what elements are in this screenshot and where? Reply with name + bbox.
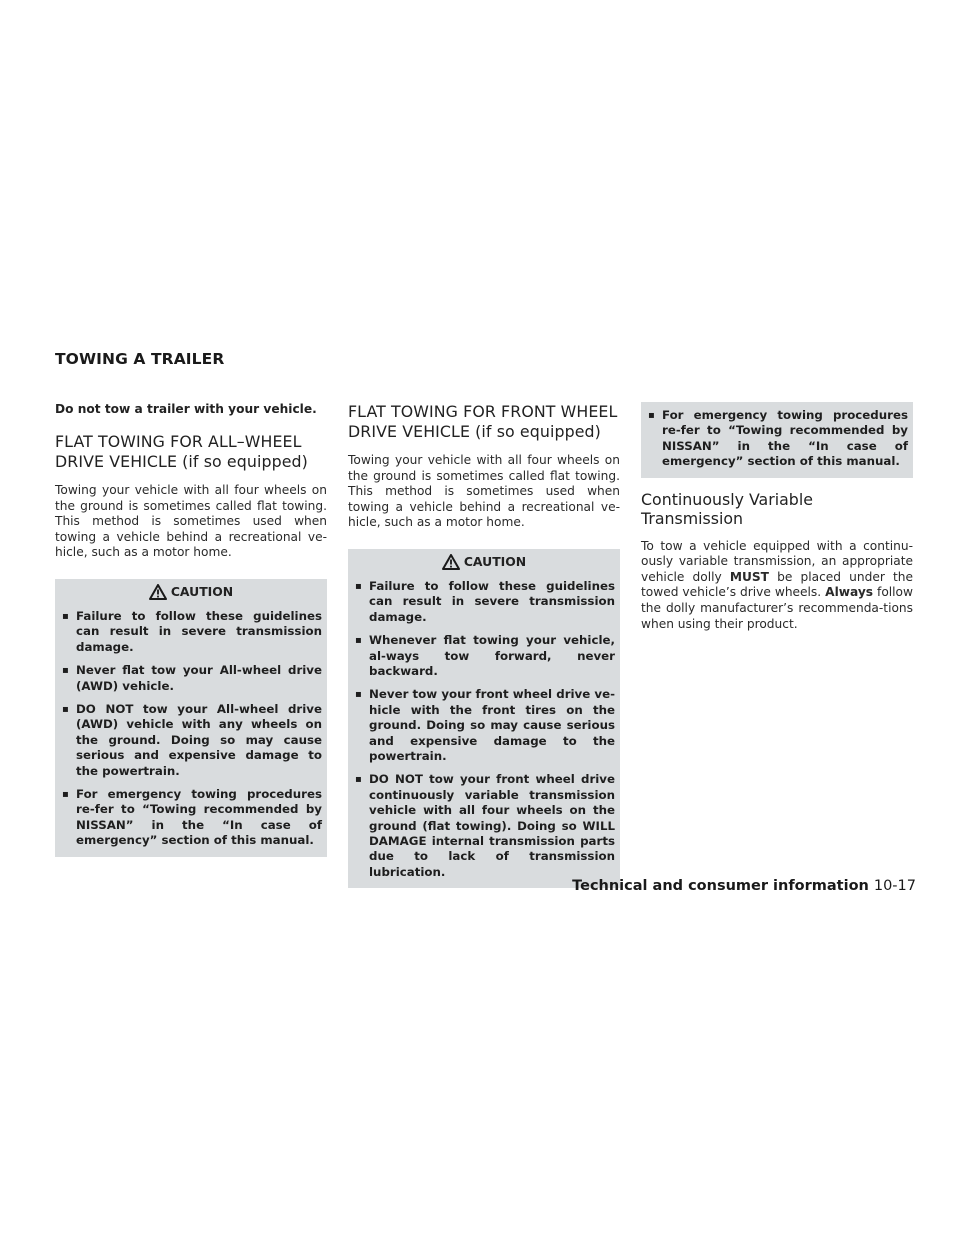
body-cvt — [641, 539, 913, 633]
body-cvt-must: MUST — [729, 569, 769, 584]
caution-item: ▪ Failure to follow these guidelines can result in severe transmission damage. — [60, 609, 322, 655]
caution-box-continued — [641, 402, 913, 478]
body-fwd-flat-towing: Towing your vehicle with all four wheels on the ground is sometimes called flat towing. This method is sometimes used when towing a vehicle behind a recreational ve-hicle, such as a motor home. — [348, 453, 620, 530]
column-2 — [348, 402, 620, 888]
caution-item: ▪ DO NOT tow your front wheel drive continuously variable transmission vehicle with all four wheels on the ground (flat towing). Doing so WILL DAMAGE internal transmission parts due to lack of transmission lubrication. — [353, 772, 615, 880]
column-3 — [641, 402, 913, 632]
lead-warning: Do not tow a trailer with your vehicle. — [55, 402, 317, 416]
body-cvt-part3: follow the dolly manufacturer’s recommenda-tions when using their product. — [641, 585, 913, 631]
body-cvt-always: Always — [825, 585, 874, 600]
page-footer — [572, 878, 916, 894]
caution-list-continued — [646, 408, 908, 470]
page-number: 10-17 — [873, 878, 916, 894]
caution-header — [353, 554, 615, 570]
caution-label: CAUTION — [463, 554, 527, 570]
caution-list-fwd — [353, 579, 615, 880]
caution-label: CAUTION — [170, 584, 234, 600]
warning-triangle-icon — [149, 584, 167, 600]
heading-cvt: Continuously Variable Transmission — [641, 489, 813, 528]
caution-item: ▪ For emergency towing procedures re-fer to “Towing recommended by NISSAN” in the “In case of emergency” section of this manual. — [646, 408, 908, 470]
column-1 — [55, 402, 327, 857]
body-cvt-part1: To tow a vehicle equipped with a continu-ously variable transmission, an appropriate vehicle dolly — [641, 538, 913, 584]
body-awd-flat-towing: Towing your vehicle with all four wheels on the ground is sometimes called flat towing. This method is sometimes used when towing a vehicle behind a recreational ve-hicle, such as a motor home. — [55, 483, 327, 560]
warning-triangle-icon — [442, 554, 460, 570]
caution-item: ▪ Failure to follow these guidelines can result in severe transmission damage. — [353, 579, 615, 625]
caution-item: ▪ For emergency towing procedures re-fer to “Towing recommended by NISSAN” in the “In case of emergency” section of this manual. — [60, 787, 322, 849]
caution-box-awd — [55, 579, 327, 857]
section-title: TOWING A TRAILER — [55, 350, 225, 368]
footer-section-name: Technical and consumer information — [572, 878, 869, 894]
body-cvt-part2: be placed under the towed vehicle’s drive wheels. — [641, 569, 913, 600]
caution-item: ▪ Whenever flat towing your vehicle, al-ways tow forward, never backward. — [353, 633, 615, 679]
caution-header — [60, 584, 322, 600]
caution-item: ▪ Never tow your front wheel drive ve-hicle with the front tires on the ground. Doing so may cause serious and expensive damage to the powertrain. — [353, 687, 615, 764]
caution-item: ▪ DO NOT tow your All-wheel drive (AWD) vehicle with any wheels on the ground. Doing so may cause serious and expensive damage to the powertrain. — [60, 702, 322, 779]
heading-awd-flat-towing: FLAT TOWING FOR ALL–WHEEL DRIVE VEHICLE (if so equipped) — [55, 432, 308, 471]
caution-list-awd — [60, 609, 322, 849]
caution-item: ▪ Never flat tow your All-wheel drive (AWD) vehicle. — [60, 663, 322, 694]
caution-box-fwd — [348, 549, 620, 888]
heading-fwd-flat-towing: FLAT TOWING FOR FRONT WHEEL DRIVE VEHICLE (if so equipped) — [348, 402, 618, 441]
